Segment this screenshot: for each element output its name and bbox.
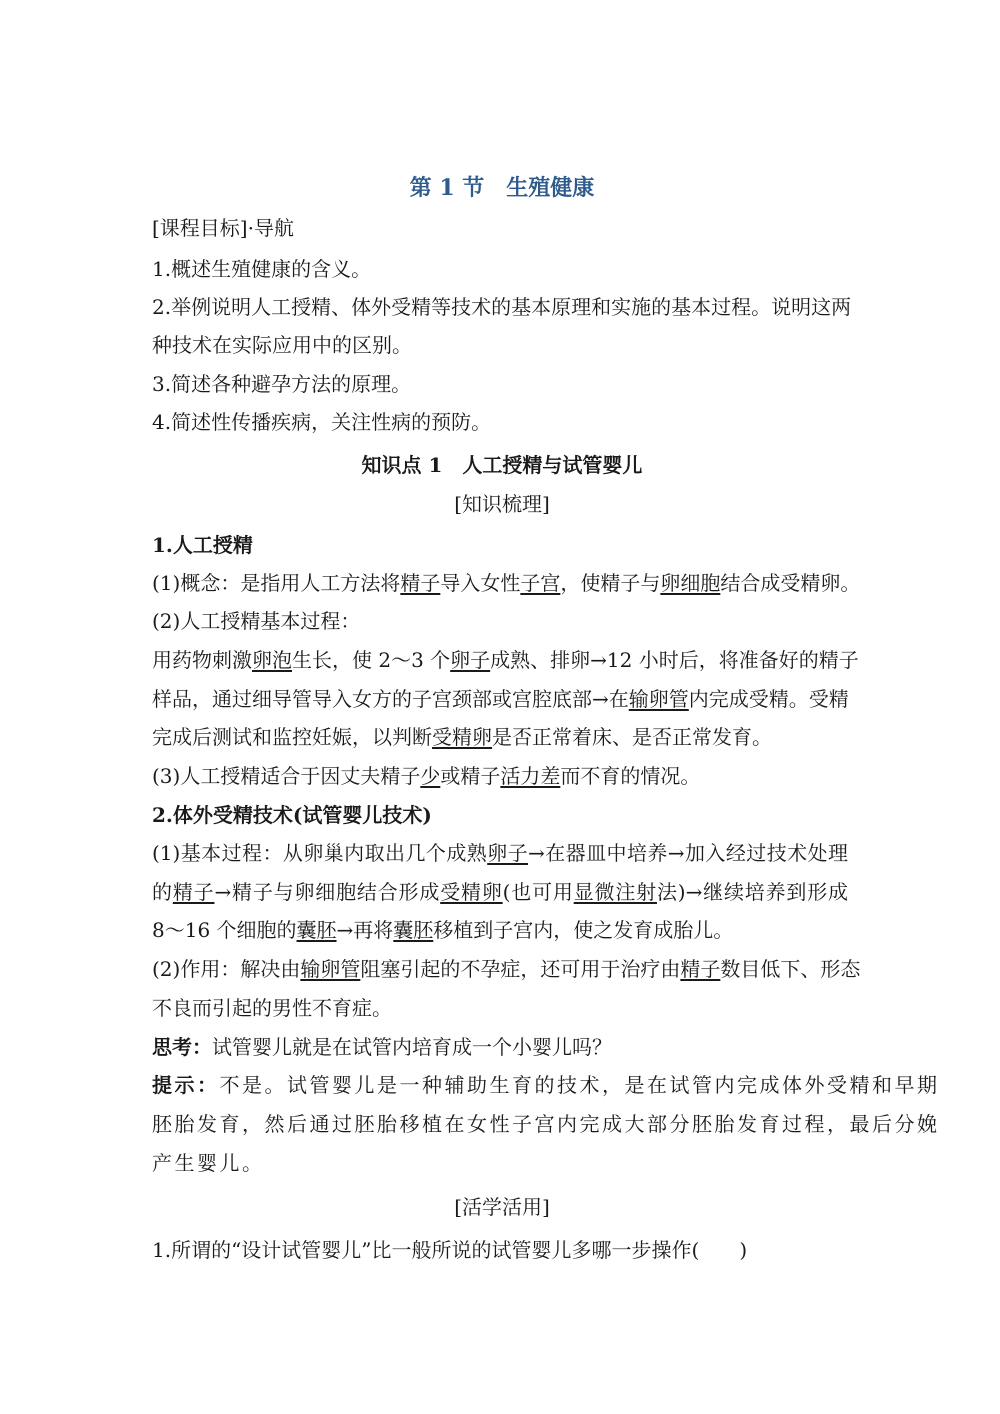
hint-line: 胚胎发育，然后通过胚胎移植在女性子宫内完成大部分胚胎发育过程，最后分娩 xyxy=(152,1112,940,1136)
subsection-heading: 1.人工授精 xyxy=(152,533,253,557)
practice-heading: [活学活用] xyxy=(454,1195,550,1219)
answer-blank: 子宫 xyxy=(520,571,561,595)
paragraph-line: (1)概念：是指用人工方法将精子导入女性子宫，使精子与卵细胞结合成受精卵。 xyxy=(152,571,861,595)
answer-blank: 显微注射 xyxy=(573,880,657,904)
subsection-heading: 2.体外受精技术(试管婴儿技术) xyxy=(152,803,432,827)
answer-blank: 精子 xyxy=(172,880,215,904)
paragraph-line: 用药物刺激卵泡生长，使 2～3 个卵子成熟、排卵→12 小时后，将准备好的精子 xyxy=(152,648,859,672)
section-title: 第 1 节 生殖健康 xyxy=(409,175,595,201)
goal-item: 4.简述性传播疾病，关注性病的预防。 xyxy=(152,410,492,434)
hint-label: 提示： xyxy=(152,1073,220,1097)
hint-line: 产生婴儿。 xyxy=(152,1151,265,1175)
paragraph-line: 样品，通过细导管导入女方的子宫颈部或宫腔底部→在输卵管内完成受精。受精 xyxy=(152,687,849,711)
goal-item: 1.概述生殖健康的含义。 xyxy=(152,257,372,281)
answer-blank: 卵子 xyxy=(450,648,491,672)
paragraph-line: (2)人工授精基本过程： xyxy=(152,609,361,633)
answer-blank: 少 xyxy=(420,764,441,788)
paragraph-line: 不良而引起的男性不育症。 xyxy=(152,996,392,1020)
answer-blank: 精子 xyxy=(400,571,441,595)
goal-item: 种技术在实际应用中的区别。 xyxy=(152,333,412,357)
paragraph-line: 完成后测试和监控妊娠，以判断受精卵是否正常着床、是否正常发育。 xyxy=(152,725,772,749)
knowledge-point-title: 知识点 1 人工授精与试管婴儿 xyxy=(361,453,643,477)
paragraph-line: (2)作用：解决由输卵管阻塞引起的不孕症，还可用于治疗由精子数目低下、形态 xyxy=(152,957,861,981)
answer-blank: 卵子 xyxy=(487,841,529,865)
think-label: 思考： xyxy=(152,1035,212,1059)
paragraph-line: (3)人工授精适合于因丈夫精子少或精子活力差而不育的情况。 xyxy=(152,764,701,788)
goal-item: 2.举例说明人工授精、体外受精等技术的基本原理和实施的基本过程。说明这两 xyxy=(152,295,852,319)
paragraph-line: (1)基本过程：从卵巢内取出几个成熟卵子→在器皿中培养→加入经过技术处理 xyxy=(152,841,848,865)
answer-blank: 受精卵 xyxy=(440,880,503,904)
answer-blank: 卵泡 xyxy=(252,648,292,672)
hint-line: 提示：不是。试管婴儿是一种辅助生育的技术，是在试管内完成体外受精和早期 xyxy=(152,1073,940,1097)
answer-blank: 输卵管 xyxy=(628,687,689,711)
paragraph-line: 的精子→精子与卵细胞结合形成受精卵(也可用显微注射法)→继续培养到形成 xyxy=(152,880,849,904)
knowledge-summary-heading: [知识梳理] xyxy=(454,492,550,516)
paragraph-line: 8～16 个细胞的囊胚→再将囊胚移植到子宫内，使之发育成胎儿。 xyxy=(152,918,734,942)
answer-blank: 活力差 xyxy=(500,764,561,788)
answer-blank: 囊胚 xyxy=(393,918,434,942)
answer-blank: 精子 xyxy=(680,957,721,981)
question-1: 1.所谓的“设计试管婴儿”比一般所说的试管婴儿多哪一步操作( ) xyxy=(152,1238,748,1262)
answer-blank: 囊胚 xyxy=(296,918,337,942)
goal-item: 3.简述各种避孕方法的原理。 xyxy=(152,372,412,396)
think-question: 思考：试管婴儿就是在试管内培育成一个小婴儿吗？ xyxy=(152,1035,612,1059)
answer-blank: 受精卵 xyxy=(432,725,492,749)
answer-blank: 卵细胞 xyxy=(660,571,721,595)
goals-header: [课程目标]·导航 xyxy=(152,216,294,240)
answer-blank: 输卵管 xyxy=(300,957,361,981)
